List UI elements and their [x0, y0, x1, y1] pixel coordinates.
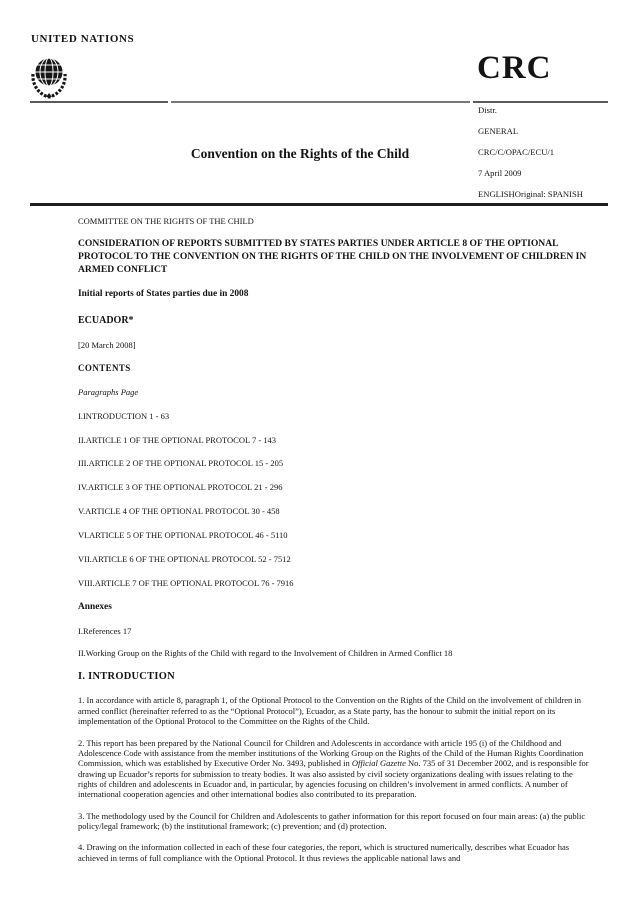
- un-emblem-icon: [29, 53, 69, 101]
- distr-line: ENGLISHOriginal: SPANISH: [478, 189, 583, 199]
- toc-item: III.ARTICLE 2 OF THE OPTIONAL PROTOCOL 15 - 205: [78, 458, 284, 469]
- committee-line: COMMITTEE ON THE RIGHTS OF THE CHILD: [78, 216, 254, 226]
- document-symbol: CRC: [477, 50, 552, 86]
- toc-item: IV.ARTICLE 3 OF THE OPTIONAL PROTOCOL 21 - 296: [78, 482, 283, 493]
- header-divider: [30, 203, 608, 206]
- distr-line: CRC/C/OPAC/ECU/1: [478, 147, 555, 157]
- consideration-heading: CONSIDERATION OF REPORTS SUBMITTED BY STATES PARTIES UNDER ARTICLE 8 OF THE OPTIONAL PROTOCOL TO THE CONVENTION ON THE RIGHTS OF THE CHILD ON THE INVOLVEMENT OF CHILDREN IN ARMED CONFLICT: [78, 238, 587, 275]
- paragraph-2: [78, 738, 592, 800]
- united-nations-label: UNITED NATIONS: [31, 33, 135, 45]
- date-received: [20 March 2008]: [78, 339, 136, 350]
- paragraph-2-text: 2. This report has been prepared by the National Council for Children and Adolescents in accordance with article 195 (i) of the Childhood and Adolescence Code with assistance from the member institutions of the Working Group on the Rights of the Child of the Human Rights Coordination Commission, which was established by Executive Order No. 3493, published in: [78, 737, 584, 769]
- toc-item: I.INTRODUCTION 1 - 63: [78, 410, 170, 421]
- contents-heading: CONTENTS: [78, 363, 131, 374]
- toc-item: VIII.ARTICLE 7 OF THE OPTIONAL PROTOCOL 76 - 7916: [78, 577, 294, 588]
- official-gazette-reference: Official Gazette: [351, 758, 406, 769]
- page-title: Convention on the Rights of the Child: [190, 146, 410, 161]
- paragraph-4: 4. Drawing on the information collected in each of these four categories, the report, which is structured numerically, describes what Ecuador has achieved in terms of full compliance with the Optional Protocol. It thus reviews the applicable national laws and: [78, 842, 570, 863]
- introduction-heading: I. INTRODUCTION: [78, 670, 175, 682]
- initial-reports-heading: Initial reports of States parties due in 2008: [78, 289, 249, 300]
- header-rule-center: [171, 101, 470, 103]
- toc-item: V.ARTICLE 4 OF THE OPTIONAL PROTOCOL 30 - 458: [78, 506, 280, 517]
- header-rule-left: [30, 101, 168, 103]
- toc-item: VI.ARTICLE 5 OF THE OPTIONAL PROTOCOL 46 - 5110: [78, 529, 288, 540]
- distribution-block: [478, 105, 583, 210]
- document-body: [78, 216, 592, 874]
- annexes-heading: Annexes: [78, 601, 112, 612]
- toc-item: VII.ARTICLE 6 OF THE OPTIONAL PROTOCOL 52 - 7512: [78, 553, 291, 564]
- state-party-heading: ECUADOR*: [78, 314, 134, 326]
- annex-item: II.Working Group on the Rights of the Child with regard to the Involvement of Children in Armed Conflict 18: [78, 648, 453, 659]
- paragraph-2-text: No. 735 of 31 December 2002, and is responsible for drawing up Ecuador’s reports for submission to treaty bodies. It was also assisted by civil society organizations dealing with issues relating to the rights of children and adolescents in Ecuador and, in particular, by agencies focusing on children’s involvement in armed conflicts. A number of international cooperation agencies and other international bodies also contributed to its preparation.: [78, 758, 589, 800]
- distr-line: Distr.: [478, 105, 497, 115]
- distr-line: 7 April 2009: [478, 168, 522, 178]
- distr-line: GENERAL: [478, 126, 519, 136]
- toc-item: II.ARTICLE 1 OF THE OPTIONAL PROTOCOL 7 - 143: [78, 434, 277, 445]
- paragraph-1: 1. In accordance with article 8, paragraph 1, of the Optional Protocol to the Convention on the Rights of the Child on the involvement of children in armed conflict (hereinafter referred to as the “Optional Protocol”), Ecuador, as a State party, has the honour to submit the initial report on its implementation of the Optional Protocol to the Committee on the Rights of the Child.: [78, 695, 582, 727]
- header-rule-right: [473, 101, 608, 103]
- annex-item: I.References 17: [78, 626, 132, 637]
- paragraph-3: 3. The methodology used by the Council for Children and Adolescents to gather information for this report focused on four main areas: (a) the public policy/legal framework; (b) the institutional framework; (c) prevention; and (d) protection.: [78, 810, 586, 832]
- contents-column-labels: Paragraphs Page: [78, 387, 139, 398]
